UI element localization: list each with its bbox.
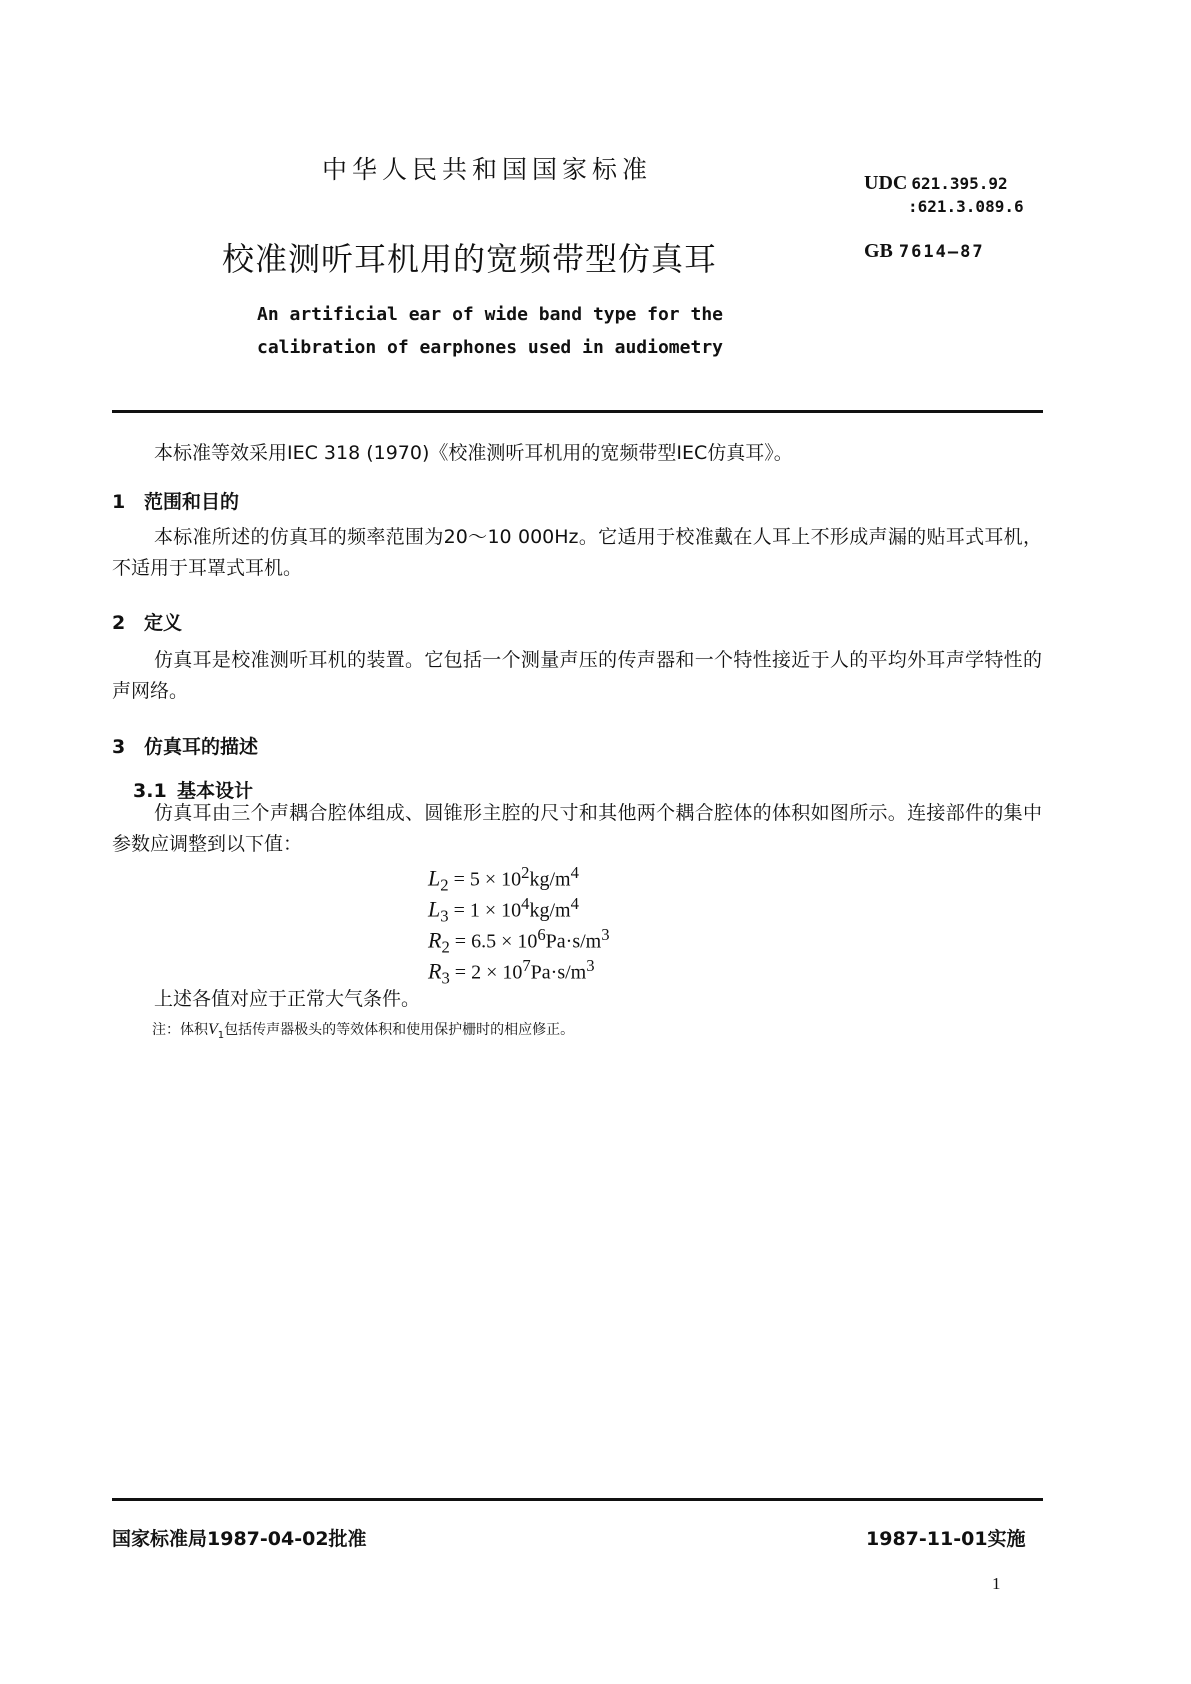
approval-date: 国家标准局1987-04-02批准 bbox=[112, 1528, 367, 1550]
note-subscript: 1 bbox=[217, 1029, 225, 1041]
formula-subscript: 2 bbox=[440, 875, 449, 895]
english-title-line-2: calibration of earphones used in audiometry bbox=[257, 337, 723, 358]
section-1-heading bbox=[112, 487, 239, 514]
formula-row: $L_3 = 1 \times 10^4kg/m^4$ bbox=[428, 894, 579, 926]
formula-row: $L_2 = 5 \times 10^2kg/m^4$ bbox=[428, 863, 579, 895]
gb-label: GB bbox=[864, 240, 893, 262]
national-standard-heading: 中华人民共和国国家标准 bbox=[322, 155, 653, 184]
implementation-date: 1987-11-01实施 bbox=[866, 1528, 1026, 1550]
formula-variable: R bbox=[428, 927, 442, 953]
gb-number: 7614—87 bbox=[898, 242, 985, 262]
formula-coefficient: 2 bbox=[471, 961, 482, 984]
subsection-title: 基本设计 bbox=[177, 780, 254, 802]
page-number: 1 bbox=[992, 1574, 1001, 1593]
formula-exponent: 4 bbox=[521, 894, 530, 913]
formula-variable: R bbox=[428, 958, 442, 984]
udc-code: 621.395.92 bbox=[911, 174, 1008, 193]
section-1-text: 本标准所述的仿真耳的频率范围为20～10 000Hz。它适用于校准戴在人耳上不形成声漏的贴耳式耳机，不适用于耳罩式耳机。 bbox=[112, 526, 1042, 579]
formula-row: $R_3 = 2 \times 10^7Pa\cdot s/m^3$ bbox=[428, 956, 595, 988]
formula-subscript: 2 bbox=[441, 937, 450, 957]
footer-divider bbox=[112, 1498, 1043, 1501]
formula-variable: L bbox=[428, 865, 441, 891]
note-suffix: 包括传声器极头的等效体积和使用保护栅时的相应修正。 bbox=[224, 1022, 575, 1038]
formula-unit-exponent: 4 bbox=[570, 863, 579, 882]
section-number: 2 bbox=[112, 612, 126, 634]
formula-unit: Pa·s/m bbox=[530, 961, 587, 984]
volume-note bbox=[152, 1019, 574, 1041]
formula-coefficient: 6.5 bbox=[471, 930, 497, 953]
formula-unit: kg/m bbox=[529, 899, 571, 922]
subsection-3-1-text: 仿真耳由三个声耦合腔体组成、圆锥形主腔的尺寸和其他两个耦合腔体的体积如图所示。连接部件的集中参数应调整到以下值： bbox=[112, 802, 1042, 855]
formula-coefficient: 5 bbox=[469, 868, 480, 891]
conditions-statement: 上述各值对应于正常大气条件。 bbox=[154, 988, 421, 1010]
section-title: 范围和目的 bbox=[144, 491, 240, 513]
formula-subscript: 3 bbox=[440, 906, 449, 926]
formula-exponent: 6 bbox=[537, 925, 546, 944]
section-number: 3 bbox=[112, 736, 126, 758]
intro-paragraph: 本标准等效采用IEC 318 (1970)《校准测听耳机用的宽频带型IEC仿真耳》。 bbox=[154, 442, 793, 464]
formula-unit-exponent: 3 bbox=[586, 956, 595, 975]
formula-unit: kg/m bbox=[529, 868, 571, 891]
section-2-text: 仿真耳是校准测听耳机的装置。它包括一个测量声压的传声器和一个特性接近于人的平均外耳声学特性的声网络。 bbox=[112, 649, 1042, 702]
udc-classification bbox=[864, 172, 1008, 195]
english-title-line-1: An artificial ear of wide band type for the bbox=[257, 304, 723, 325]
formula-exponent: 2 bbox=[521, 863, 530, 882]
note-variable: V bbox=[208, 1021, 218, 1038]
udc-code-secondary: :621.3.089.6 bbox=[908, 197, 1024, 216]
formula-unit-exponent: 4 bbox=[570, 894, 579, 913]
formula-variable: L bbox=[428, 896, 441, 922]
udc-label: UDC bbox=[864, 172, 908, 194]
formula-unit: Pa·s/m bbox=[545, 930, 602, 953]
formula-coefficient: 1 bbox=[469, 899, 480, 922]
section-3-heading bbox=[112, 732, 258, 759]
formula-exponent: 7 bbox=[522, 956, 531, 975]
formula-unit-exponent: 3 bbox=[601, 925, 610, 944]
section-number: 1 bbox=[112, 491, 126, 513]
formula-row: $R_2 = 6.5 \times 10^6Pa\cdot s/m^3$ bbox=[428, 925, 610, 957]
formula-subscript: 3 bbox=[441, 968, 450, 988]
note-prefix: 注：体积 bbox=[152, 1022, 208, 1038]
header-divider bbox=[112, 410, 1043, 413]
section-2-heading bbox=[112, 608, 182, 635]
gb-standard-number bbox=[864, 240, 985, 263]
section-title: 仿真耳的描述 bbox=[144, 736, 259, 758]
subsection-number: 3.1 bbox=[133, 780, 167, 802]
chinese-title: 校准测听耳机用的宽频带型仿真耳 bbox=[222, 240, 718, 278]
section-title: 定义 bbox=[144, 612, 183, 634]
